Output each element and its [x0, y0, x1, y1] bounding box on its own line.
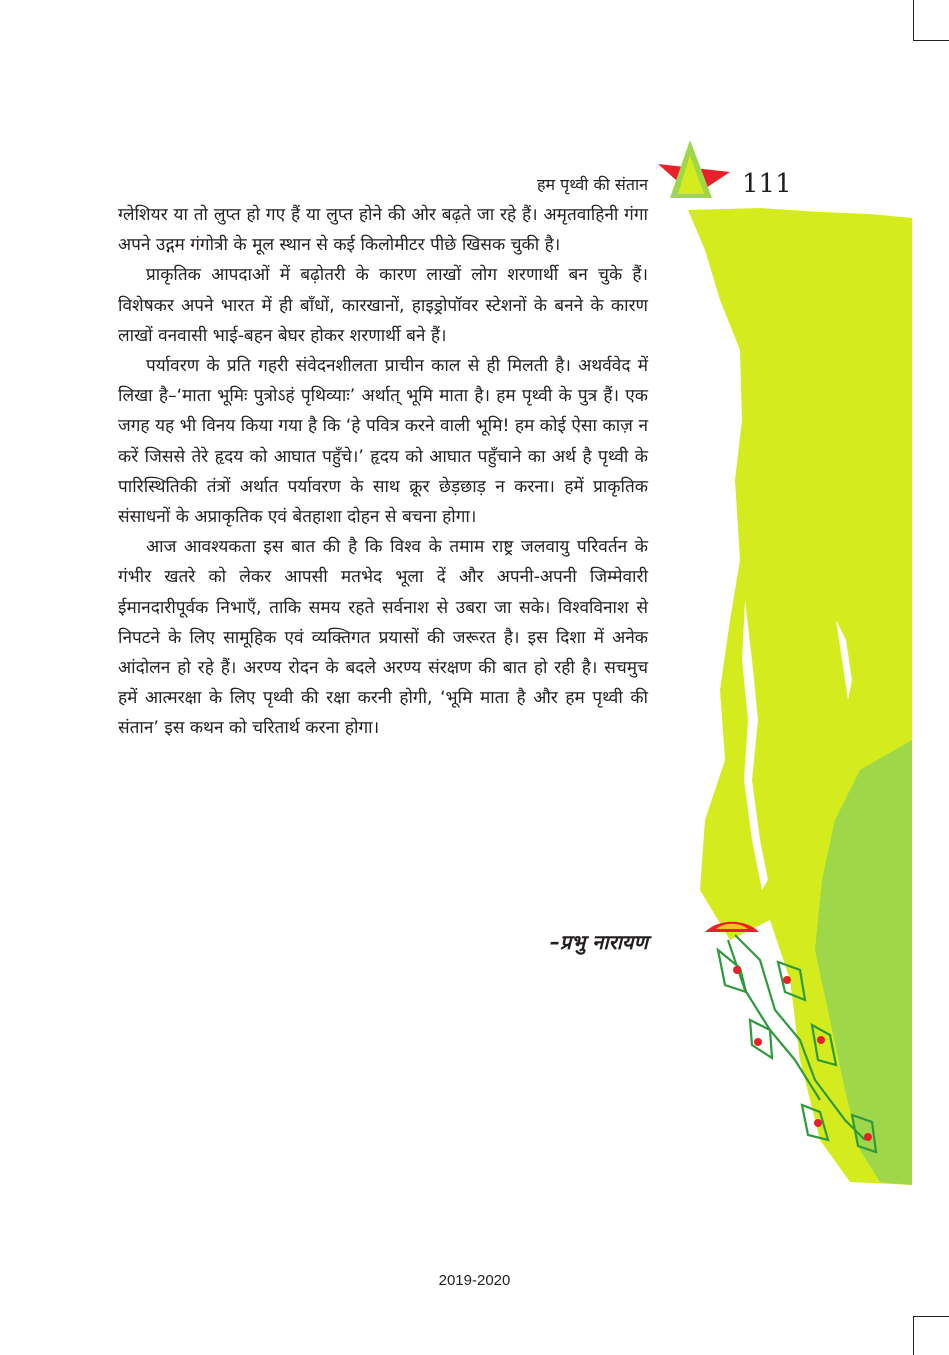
author-credit: –प्रभु नारायण	[549, 930, 648, 954]
page-number: 111	[742, 169, 792, 199]
paragraph: पर्यावरण के प्रति गहरी संवेदनशीलता प्राचीन काल से ही मिलती है। अथर्ववेद में लिखा है–‘माता भूमिः पुत्रोऽहं पृथिव्याः’ अर्थात् भूमि माता है। हम पृथ्वी के पुत्र हैं। एक जगह यह भी विनय किया गया है कि ‘हे पवित्र करने वाली भूमि! हम कोई ऐसा काज़ न करें जिससे तेरे हृदय को आघात पहुँचे।’ हृदय को आघात पहुँचाने का अर्थ है पृथ्वी के पारिस्थितिकी तंत्रों अर्थात पर्यावरण के साथ क्रूर छेड़छाड़ न करना। हमें प्राकृतिक संसाधनों के अप्राकृतिक एवं बेतहाशा दोहन से बचना होगा।	[118, 356, 648, 528]
paragraph: ग्लेशियर या तो लुप्त हो गए हैं या लुप्त होने की ओर बढ़ते जा रहे हैं। अमृतवाहिनी गंगा अपने उद्गम गंगोत्री के मूल स्थान से कई किलोमीटर पीछे खिसक चुकी है।	[118, 205, 648, 256]
footer-year: 2019-2020	[438, 1272, 511, 1289]
body-text	[118, 200, 648, 744]
paragraph: प्राकृतिक आपदाओं में बढ़ोतरी के कारण लाखों लोग शरणार्थी बन चुके हैं। विशेषकर अपने भारत में ही बाँधों, कारखानों, हाइड्रोपॉवर स्टेशनों के बनने के कारण लाखों वनवासी भाई-बहन बेघर होकर शरणार्थी बने हैं।	[118, 265, 648, 346]
paragraph: आज आवश्यकता इस बात की है कि विश्व के तमाम राष्ट्र जलवायु परिवर्तन के गंभीर खतरे को लेकर आपसी मतभेद भूला दें और अपनी-अपनी जिम्मेवारी ईमानदारीपूर्वक निभाएँ, ताकि समय रहते सर्वनाश से उबरा जा सके। विश्वविनाश से निपटने के लिए सामूहिक एवं व्यक्तिगत प्रयासों की जरूरत है। इस दिशा में अनेक आंदोलन हो रहे हैं। अरण्य रोदन के बदले अरण्य संरक्षण की बात हो रही है। सचमुच हमें आत्मरक्षा के लिए पृथ्वी की रक्षा करनी होगी, ‘भूमि माता है और हम पृथ्वी की संतान’ इस कथन को चरितार्थ करना होगा।	[118, 537, 648, 739]
running-title: हम पृथ्वी की संतान	[536, 175, 648, 194]
